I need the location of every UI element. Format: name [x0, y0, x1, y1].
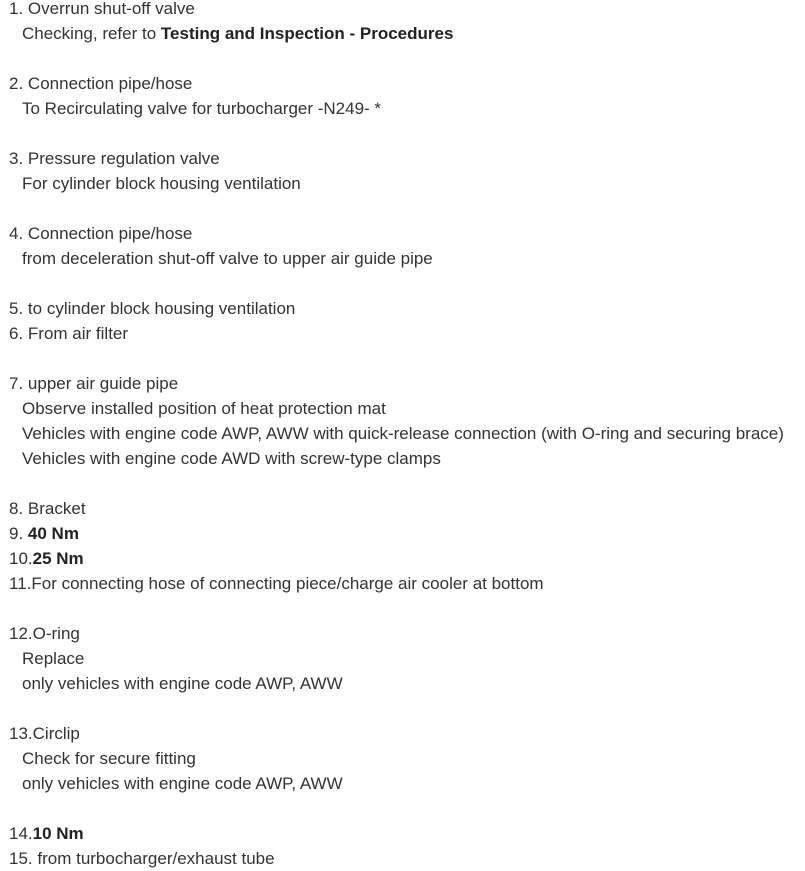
legend-item-heading	[0, 571, 805, 596]
legend-item-heading	[0, 521, 805, 546]
item-note	[0, 21, 805, 46]
item-note: Vehicles with engine code AWP, AWW with quick-release connection (with O-ring and securing brace)	[22, 424, 784, 443]
item-note: only vehicles with engine code AWP, AWW	[22, 774, 343, 793]
item-title: O-ring	[32, 624, 80, 643]
item-note: Observe installed position of heat protection mat	[22, 399, 386, 418]
item-note: from deceleration shut-off valve to upper air guide pipe	[22, 249, 433, 268]
item-title: from turbocharger/exhaust tube	[37, 849, 275, 868]
legend-item-heading	[0, 371, 805, 396]
legend-item-14	[0, 821, 805, 846]
item-title: Connection pipe/hose	[27, 224, 193, 243]
item-note: only vehicles with engine code AWP, AWW	[22, 674, 343, 693]
item-number: 3.	[9, 149, 24, 168]
item-title: Bracket	[27, 499, 86, 518]
legend-item-4	[0, 221, 805, 271]
item-number: 11.	[9, 574, 32, 593]
item-title: For connecting hose of connecting piece/charge air cooler at bottom	[31, 574, 544, 593]
item-number: 6.	[9, 324, 24, 343]
item-number: 2.	[9, 74, 24, 93]
legend-item-10	[0, 546, 805, 571]
item-note: For cylinder block housing ventilation	[22, 174, 301, 193]
legend-item-9	[0, 521, 805, 546]
legend-item-8	[0, 496, 805, 521]
torque-value: 10 Nm	[32, 824, 84, 843]
item-number: 13.	[9, 724, 33, 743]
item-number: 8.	[9, 499, 24, 518]
item-number: 12.	[9, 624, 33, 643]
item-title: upper air guide pipe	[27, 374, 179, 393]
legend-item-2	[0, 71, 805, 121]
procedure-link[interactable]: Testing and Inspection - Procedures	[160, 24, 454, 43]
legend-item-11	[0, 571, 805, 596]
item-title: Connection pipe/hose	[27, 74, 193, 93]
item-number: 14.	[9, 824, 33, 843]
item-title: Pressure regulation valve	[27, 149, 220, 168]
item-number: 1.	[9, 0, 24, 18]
legend-item-heading	[0, 496, 805, 521]
item-title: Circlip	[32, 724, 80, 743]
legend-item-heading	[0, 846, 805, 871]
item-number: 7.	[9, 374, 24, 393]
legend-item-heading	[0, 621, 805, 646]
legend-item-3	[0, 146, 805, 196]
item-number: 4.	[9, 224, 24, 243]
item-note: Check for secure fitting	[22, 749, 196, 768]
legend-item-heading	[0, 221, 805, 246]
legend-item-13	[0, 721, 805, 796]
item-number: 10.	[9, 549, 33, 568]
legend-item-12	[0, 621, 805, 696]
torque-value: 40 Nm	[27, 524, 79, 543]
legend-item-6	[0, 321, 805, 346]
item-number: 9.	[9, 524, 24, 543]
legend-item-heading	[0, 146, 805, 171]
item-title: Overrun shut-off valve	[27, 0, 195, 18]
item-number: 5.	[9, 299, 24, 318]
item-number: 15.	[9, 849, 33, 868]
legend-item-heading	[0, 71, 805, 96]
note-text: Checking, refer to	[22, 24, 161, 43]
legend-item-heading	[0, 546, 805, 571]
legend-item-15	[0, 846, 805, 871]
legend-item-heading	[0, 721, 805, 746]
legend-item-heading	[0, 296, 805, 321]
legend-item-7	[0, 371, 805, 471]
legend-item-1	[0, 0, 805, 46]
legend-item-heading	[0, 0, 805, 21]
item-title: to cylinder block housing ventilation	[27, 299, 296, 318]
item-note: To Recirculating valve for turbocharger -N249- *	[22, 99, 382, 118]
item-title: From air filter	[27, 324, 129, 343]
legend-item-heading	[0, 821, 805, 846]
torque-value: 25 Nm	[32, 549, 84, 568]
legend-item-heading	[0, 321, 805, 346]
item-note: Replace	[22, 649, 85, 668]
item-note: Vehicles with engine code AWD with screw-type clamps	[22, 449, 441, 468]
legend-item-5	[0, 296, 805, 321]
